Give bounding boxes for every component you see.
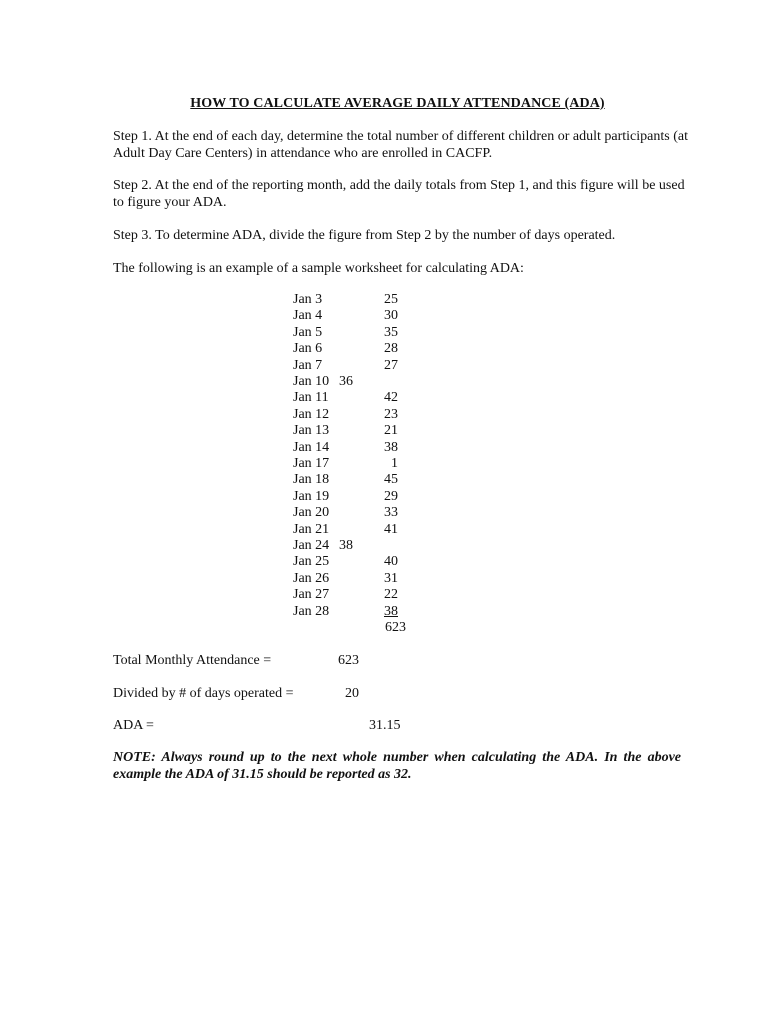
worksheet-date: Jan 11 — [293, 390, 329, 406]
worksheet-attendance-value: 36 — [339, 374, 353, 389]
worksheet-row — [0, 440, 768, 456]
worksheet-attendance-value: 40 — [384, 554, 398, 570]
worksheet-row — [0, 505, 768, 521]
worksheet-row — [0, 308, 768, 324]
total-monthly-attendance-value: 623 — [338, 653, 359, 668]
worksheet-date: Jan 24 — [293, 538, 330, 553]
worksheet-date: Jan 14 — [293, 439, 330, 455]
worksheet-date: Jan 12 — [293, 406, 330, 422]
worksheet-total: 623 — [385, 620, 406, 635]
worksheet-attendance-value: 28 — [384, 341, 398, 357]
worksheet-attendance-value: 38 — [339, 538, 353, 553]
worksheet-attendance-value: 1 — [391, 456, 398, 471]
step-3-paragraph: Step 3. To determine ADA, divide the figure from Step 2 by the number of days operated. — [113, 228, 616, 243]
worksheet-row — [0, 390, 768, 406]
worksheet-attendance-value: 27 — [384, 357, 398, 373]
worksheet-date: Jan 20 — [293, 505, 330, 521]
worksheet-row — [0, 358, 768, 374]
worksheet-date: Jan 19 — [293, 488, 330, 504]
worksheet-date: Jan 5 — [293, 324, 323, 340]
worksheet-date: Jan 7 — [293, 357, 323, 373]
worksheet-row — [0, 292, 768, 308]
worksheet-row — [0, 341, 768, 357]
days-operated-label: Divided by # of days operated = — [113, 686, 294, 701]
worksheet-row — [0, 587, 768, 603]
worksheet-date: Jan 28 — [293, 603, 330, 619]
worksheet-row — [0, 472, 768, 488]
worksheet-date: Jan 18 — [293, 472, 330, 488]
ada-label: ADA = — [113, 718, 154, 733]
worksheet-date: Jan 26 — [293, 570, 330, 586]
worksheet-row — [0, 325, 768, 341]
worksheet-row — [0, 522, 768, 538]
worksheet-attendance-value: 33 — [384, 505, 398, 521]
worksheet-row — [0, 554, 768, 570]
worksheet-attendance-value: 38 — [384, 603, 398, 619]
worksheet-date: Jan 13 — [293, 423, 330, 439]
step-2-paragraph: Step 2. At the end of the reporting month, add the daily totals from Step 1, and this figure will be used to figure your ADA. — [113, 178, 685, 210]
worksheet-date: Jan 3 — [293, 292, 323, 307]
worksheet-row — [0, 456, 768, 472]
worksheet-date: Jan 17 — [293, 456, 330, 471]
ada-value: 31.15 — [369, 718, 401, 733]
worksheet-attendance-value: 25 — [384, 292, 398, 307]
days-operated-value: 20 — [345, 686, 359, 701]
worksheet-attendance-value: 23 — [384, 406, 398, 422]
page-title: HOW TO CALCULATE AVERAGE DAILY ATTENDANCE (ADA) — [190, 96, 605, 111]
total-monthly-attendance-label: Total Monthly Attendance = — [113, 653, 272, 668]
worksheet-row — [0, 604, 768, 620]
worksheet-attendance-value: 42 — [384, 390, 398, 406]
worksheet-date: Jan 27 — [293, 587, 330, 603]
worksheet-attendance-value: 21 — [384, 423, 398, 439]
step-1-paragraph: Step 1. At the end of each day, determine the total number of different children or adult participants (at Adult Day Care Centers) in attendance who are enrolled in CACFP. — [113, 129, 688, 161]
worksheet-date: Jan 6 — [293, 341, 323, 357]
worksheet-attendance-value: 31 — [384, 570, 398, 586]
rounding-note: NOTE: Always round up to the next whole number when calculating the ADA. In the above example the ADA of 31.15 should be reported as 32. — [113, 750, 681, 782]
worksheet-row — [0, 374, 768, 390]
worksheet-date: Jan 10 — [293, 374, 330, 389]
worksheet-row — [0, 571, 768, 587]
worksheet-attendance-value: 41 — [384, 521, 398, 537]
worksheet-attendance-value: 29 — [384, 488, 398, 504]
worksheet-date: Jan 4 — [293, 308, 323, 324]
worksheet-row — [0, 407, 768, 423]
worksheet-attendance-value: 45 — [384, 472, 398, 488]
worksheet-attendance-value: 38 — [384, 439, 398, 455]
worksheet-date: Jan 25 — [293, 554, 330, 570]
worksheet-date: Jan 21 — [293, 521, 330, 537]
worksheet-row — [0, 538, 768, 554]
worksheet-attendance-value: 30 — [384, 308, 398, 324]
worksheet-row — [0, 423, 768, 439]
worksheet-intro: The following is an example of a sample worksheet for calculating ADA: — [113, 261, 524, 276]
worksheet-attendance-value: 35 — [384, 324, 398, 340]
worksheet-row — [0, 489, 768, 505]
worksheet-attendance-value: 22 — [384, 587, 398, 603]
